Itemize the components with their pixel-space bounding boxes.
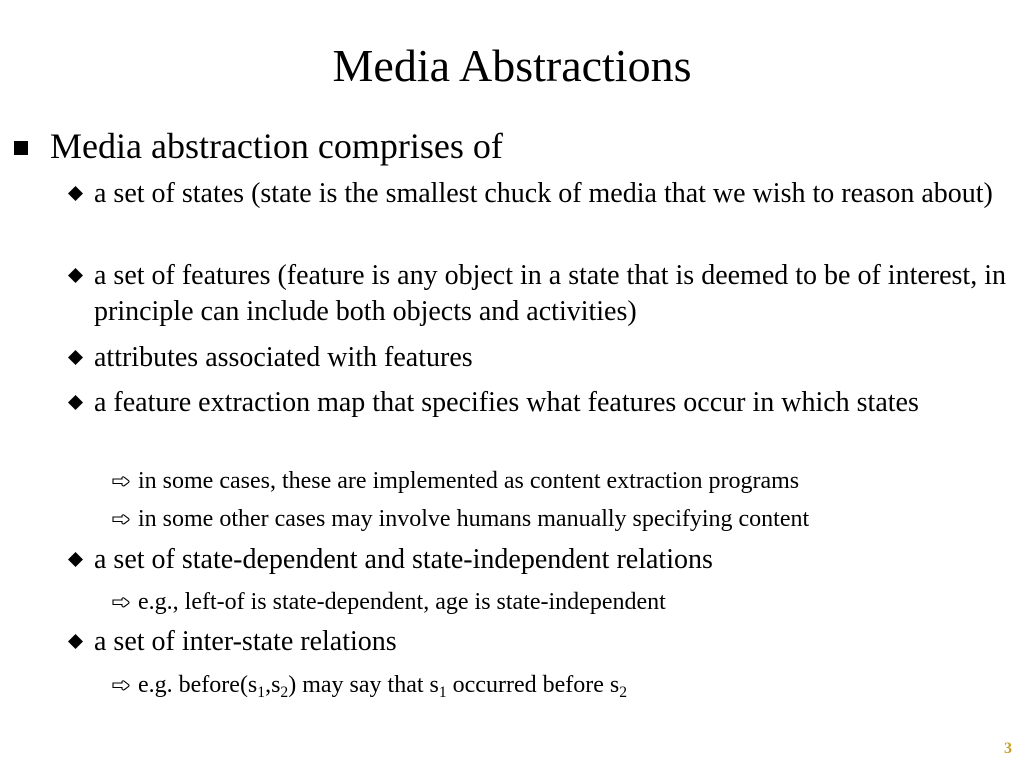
subscript: 1 bbox=[257, 683, 266, 701]
subscript: 2 bbox=[619, 683, 628, 701]
list-item-text: attributes associated with features bbox=[94, 342, 473, 373]
list-item-text: a set of features (feature is any object in a state that is deemed to be of interest, in principle can include both objects and activities) bbox=[94, 260, 1006, 327]
slide-title: Media Abstractions bbox=[332, 40, 692, 91]
diamond-bullet-icon bbox=[68, 350, 83, 365]
diamond-bullet-icon bbox=[68, 268, 83, 283]
sub-list-item-text: e.g. $before(s_1,s_2)$ may say that $s_1$ occurred before $s_2$ bbox=[138, 672, 628, 701]
diamond-bullet-icon bbox=[68, 552, 83, 567]
pointing-hand-icon bbox=[112, 474, 130, 488]
diamond-bullet-icon bbox=[68, 395, 83, 410]
square-bullet-icon bbox=[14, 141, 28, 155]
pointing-hand-icon bbox=[112, 595, 130, 609]
list-item-text: a set of inter-state relations bbox=[94, 626, 397, 657]
list-item-text: a set of state-dependent and state-independent relations bbox=[94, 544, 713, 575]
sub-list-item-text: in some other cases may involve humans manually specifying content bbox=[138, 506, 810, 532]
pointing-hand-icon bbox=[112, 512, 130, 526]
sub-list-item-text: in some cases, these are implemented as content extraction programs bbox=[138, 468, 800, 494]
page-number: 3 bbox=[1004, 740, 1012, 757]
sub-list-item-text: e.g., left-of is state-dependent, age is state-independent bbox=[138, 589, 666, 615]
subscript: 2 bbox=[280, 683, 289, 701]
subscript: 1 bbox=[438, 683, 447, 701]
diamond-bullet-icon bbox=[68, 186, 83, 201]
list-item-text: a set of states (state is the smallest chuck of media that we wish to reason about) bbox=[94, 178, 993, 209]
main-bullet-text: Media abstraction comprises of bbox=[50, 126, 503, 166]
diamond-bullet-icon bbox=[68, 634, 83, 649]
pointing-hand-icon bbox=[112, 678, 130, 692]
list-item-text: a feature extraction map that specifies what features occur in which states bbox=[94, 387, 919, 418]
